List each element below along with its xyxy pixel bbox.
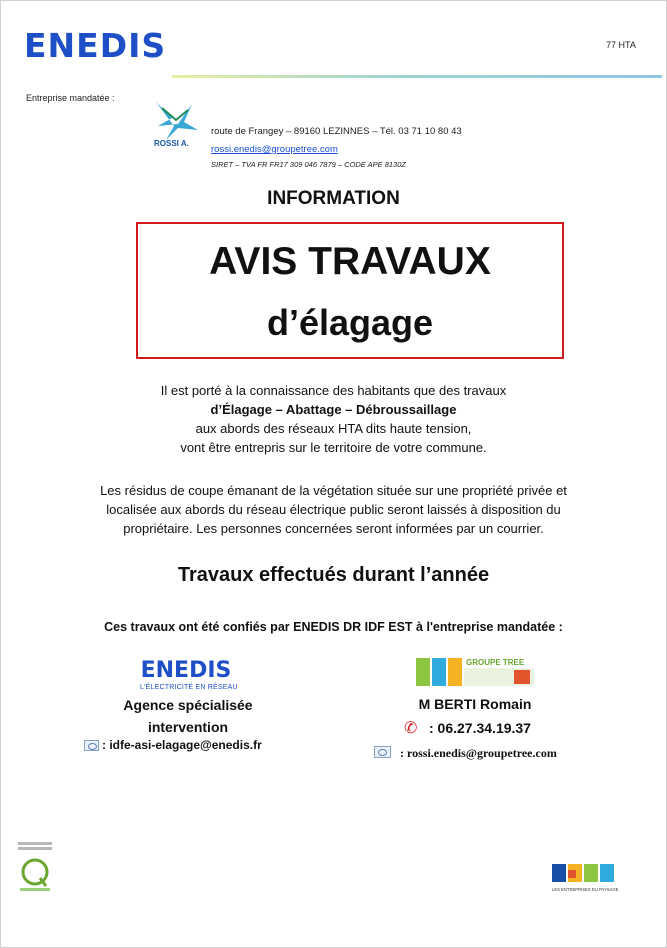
qualification-logo-mark — [16, 842, 54, 894]
header-divider — [172, 75, 662, 78]
paragraph-line: localisée aux abords du réseau électrique public seront laissés à disposition du — [106, 502, 561, 517]
agency-name — [108, 694, 268, 738]
paysage-logo-mark — [550, 862, 626, 894]
groupe-tree-logo — [414, 654, 538, 690]
rossi-logo — [148, 96, 204, 148]
mail-icon — [84, 740, 99, 751]
enedis-logo: ENEDIS — [24, 26, 167, 65]
paragraph-line: Il est porté à la connaissance des habitants que des travaux — [160, 383, 507, 398]
contact-phone[interactable]: : 06.27.34.19.37 — [429, 720, 531, 736]
notice-title: AVIS TRAVAUX — [209, 240, 491, 283]
paysage-logo-text: LES ENTREPRISES DU PAYSAGE — [552, 887, 619, 892]
contractor-siret: SIRET – TVA FR FR17 309 046 7879 – CODE APE 8130Z — [211, 160, 406, 169]
agency-name-line: intervention — [147, 719, 229, 735]
mandatee-label: Entreprise mandatée : — [26, 93, 115, 103]
paragraph-line: d’Élagage – Abattage – Débroussaillage — [210, 402, 457, 417]
year-title: Travaux effectués durant l’année — [177, 564, 490, 586]
notice-box — [136, 222, 564, 359]
agency-name-line: Agence spécialisée — [123, 697, 253, 713]
phone-icon: ✆ — [404, 720, 418, 737]
contact-email[interactable]: : rossi.enedis@groupetree.com — [400, 746, 557, 760]
rossi-logo-mark — [148, 96, 204, 148]
contractor-address: route de Frangey – 89160 LEZINNES – Tél. 03 71 10 80 43 — [211, 126, 462, 137]
agency-email[interactable]: : idfe-asi-elagage@enedis.fr — [102, 738, 262, 752]
paysage-logo — [550, 862, 626, 894]
qualification-logo — [16, 842, 54, 894]
mail-icon — [374, 746, 391, 758]
contact-name: M BERTI Romain — [418, 696, 532, 712]
paragraph-works — [0, 381, 667, 457]
information-title: INFORMATION — [267, 188, 400, 209]
paragraph-line: aux abords des réseaux HTA dits haute tension, — [195, 421, 472, 436]
reference-code: 77 HTA — [606, 40, 636, 50]
enedis-agency-logo: ENEDIS — [140, 658, 232, 683]
entrusted-text: Ces travaux ont été confiés par ENEDIS DR IDF EST à l'entreprise mandatée : — [104, 620, 563, 634]
groupe-tree-logo-text: GROUPE TREE — [466, 658, 525, 667]
groupe-tree-logo-mark — [414, 654, 538, 690]
paragraph-line: Les résidus de coupe émanant de la végétation située sur une propriété privée et — [100, 483, 567, 498]
paragraph-line: propriétaire. Les personnes concernées seront informées par un courrier. — [123, 521, 544, 536]
contractor-email-link[interactable]: rossi.enedis@groupetree.com — [211, 144, 338, 155]
paragraph-residues — [0, 481, 667, 538]
paragraph-line: vont être entrepris sur le territoire de votre commune. — [180, 440, 487, 455]
rossi-logo-text: ROSSI A. — [154, 139, 189, 148]
enedis-agency-tagline: L'ÉLECTRICITÉ EN RÉSEAU — [140, 684, 238, 691]
notice-subtitle: d’élagage — [266, 302, 434, 343]
